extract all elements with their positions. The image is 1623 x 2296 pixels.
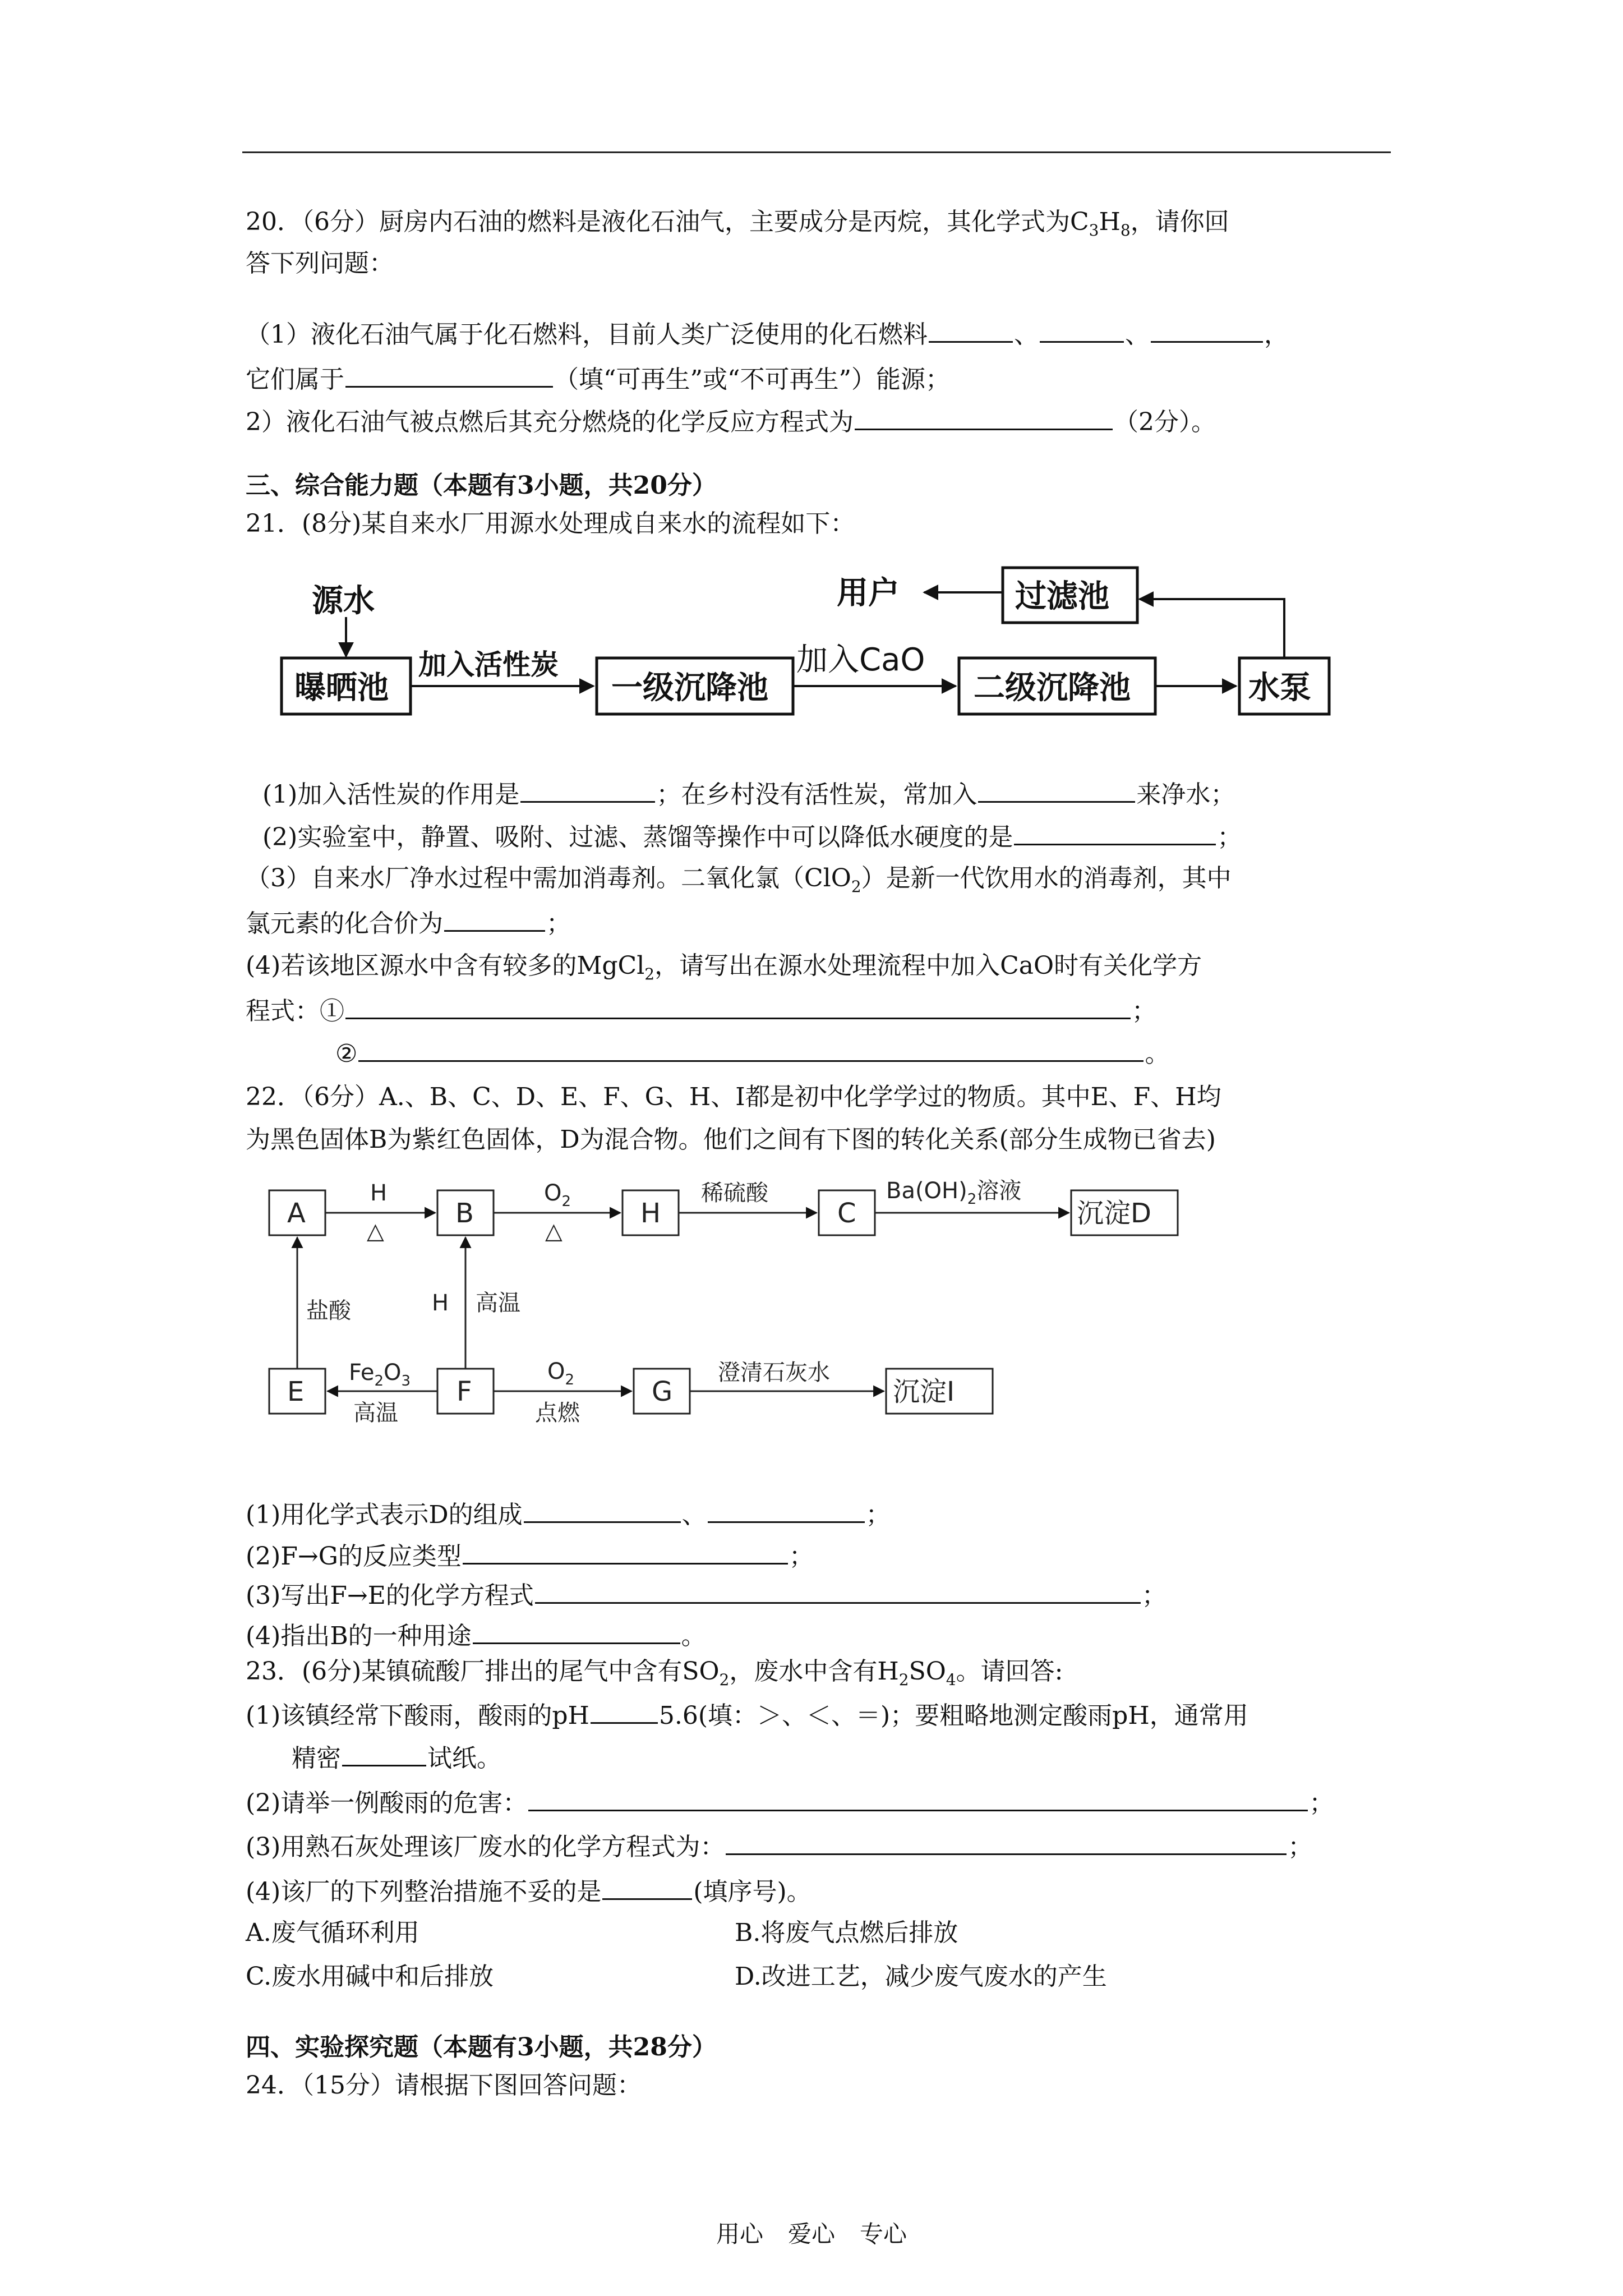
q22-intro: 22．（6分）A.、B、C、D、E、F、G、H、I都是初中化学学过的物质。其中E、F、H均	[246, 1083, 1221, 1111]
secondary-settling-label: 二级沉降池	[974, 670, 1131, 706]
fg-top-label: $O_2$	[547, 1359, 575, 1388]
answer-blank[interactable]	[528, 1785, 1308, 1811]
node-b-label: B	[455, 1198, 474, 1229]
q23-part4: (4)该厂的下列整治措施不妥的是 (填序号)。	[246, 1874, 811, 1909]
node-i-label: 沉淀I	[893, 1376, 955, 1407]
footer-word: 用心	[716, 2220, 763, 2248]
answer-blank[interactable]	[591, 1697, 658, 1724]
q23-intro: 23．(6分)某镇硫酸厂排出的尾气中含有$SO_2$，废水中含有$H_2SO_4$。请回答:	[246, 1657, 1063, 1689]
fb-right-label: 高温	[476, 1290, 520, 1316]
fe-top-label: $Fe_2O_3$	[349, 1360, 411, 1389]
answer-blank[interactable]	[444, 905, 545, 932]
footer-word: 爱心	[787, 2220, 835, 2248]
q21-part3: （3）自来水厂净水过程中需加消毒剂。二氧化氯（ClO$_2$）是新一代饮用水的消毒剂，其中	[246, 864, 1232, 896]
primary-settling-label: 一级沉降池	[611, 670, 768, 706]
answer-blank[interactable]	[708, 1497, 865, 1523]
answer-blank[interactable]	[978, 776, 1135, 803]
node-h-label: H	[640, 1198, 661, 1229]
q23-option-b: B.将废气点燃后排放	[735, 1918, 958, 1947]
q21-part1: (1)加入活性炭的作用是 ；在乡村没有活性炭，常加入 来净水；	[262, 776, 1235, 812]
section-4-heading: 四、实验探究题（本题有3小题，共28分）	[246, 2033, 717, 2062]
q20-part1-cont: 它们属于 （填“可再生”或“不可再生”）能源；	[246, 361, 950, 397]
q20-part2: 2）液化石油气被点燃后其充分燃烧的化学反应方程式为 （2分）。	[246, 404, 1216, 439]
exposure-pool-label: 曝晒池	[294, 670, 389, 706]
answer-blank[interactable]	[855, 404, 1113, 430]
bh-bottom-label: △	[545, 1218, 562, 1244]
ab-top-label: H	[370, 1180, 388, 1206]
gi-top-label: 澄清石灰水	[718, 1360, 830, 1386]
node-e-label: E	[287, 1376, 305, 1407]
q21-part4: (4)若该地区源水中含有较多的MgCl$_2$，请写出在源水处理流程中加入CaO时有关化学方	[246, 951, 1202, 983]
q23-part3: (3)用熟石灰处理该厂废水的化学方程式为： ；	[246, 1829, 1312, 1864]
answer-blank[interactable]	[463, 1538, 788, 1565]
ab-bottom-label: △	[367, 1218, 384, 1244]
bh-top-label: $O_2$	[544, 1180, 571, 1210]
answer-blank[interactable]	[345, 361, 553, 388]
answer-blank[interactable]	[535, 1577, 1141, 1604]
q23-options-ab: A.废气循环利用	[246, 1918, 419, 1947]
footer-word: 专心	[860, 2220, 907, 2248]
answer-blank[interactable]	[602, 1874, 692, 1900]
activated-carbon-label: 加入活性炭	[418, 648, 559, 681]
q21-part2: (2)实验室中，静置、吸附、过滤、蒸馏等操作中可以降低水硬度的是 ；	[262, 819, 1242, 854]
user-label: 用户	[837, 575, 900, 611]
q21-intro: 21．(8分)某自来水厂用源水处理成自来水的流程如下：	[246, 509, 855, 538]
answer-blank[interactable]	[1014, 819, 1216, 845]
hc-top-label: 稀硫酸	[701, 1180, 768, 1206]
q22-part4: (4)指出B的一种用途 。	[246, 1618, 706, 1653]
node-a-label: A	[287, 1198, 306, 1229]
node-c-label: C	[837, 1198, 856, 1229]
cao-label: 加入CaO	[796, 642, 925, 678]
answer-blank[interactable]	[358, 1036, 1144, 1062]
page-footer	[0, 2216, 1623, 2249]
node-g-label: G	[652, 1376, 673, 1407]
answer-blank[interactable]	[524, 1497, 681, 1523]
header-rule	[242, 151, 1391, 153]
section-3-heading: 三、综合能力题（本题有3小题，共20分）	[246, 471, 717, 500]
q20-part1: （1）液化石油气属于化石燃料，目前人类广泛使用的化石燃料 、 、 ，	[246, 316, 1289, 352]
q23-part1-cont: 精密 试纸。	[292, 1740, 501, 1775]
ea-label: 盐酸	[306, 1298, 351, 1324]
q21-part4-eq2: ② 。	[335, 1036, 1169, 1071]
q23-part1: (1)该镇经常下酸雨，酸雨的pH 5.6(填：＞、＜、＝)；要粗略地测定酸雨pH，通常用	[246, 1697, 1248, 1733]
q23-part2: (2)请举一例酸雨的危害： ；	[246, 1785, 1334, 1820]
answer-blank[interactable]	[726, 1829, 1287, 1855]
q22-intro-cont: 为黑色固体B为紫红色固体，D为混合物。他们之间有下图的转化关系(部分生成物已省去)	[246, 1125, 1216, 1154]
q23-option-c: C.废水用碱中和后排放	[246, 1962, 494, 1991]
answer-blank[interactable]	[345, 993, 1131, 1019]
q24-intro: 24．（15分）请根据下图回答问题：	[246, 2071, 642, 2100]
q22-part3: (3)写出F→E的化学方程式 ；	[246, 1577, 1166, 1613]
answer-blank[interactable]	[520, 776, 655, 803]
fg-bottom-label: 点燃	[535, 1400, 580, 1426]
answer-blank[interactable]	[473, 1618, 680, 1644]
fe-bottom-label: 高温	[353, 1400, 398, 1426]
q20-intro-cont: 答下列问题：	[246, 249, 394, 278]
answer-blank[interactable]	[929, 316, 1013, 343]
node-f-label: F	[457, 1376, 472, 1407]
q21-part4-eq1: 程式：① ；	[246, 993, 1156, 1028]
pump-label: 水泵	[1248, 670, 1311, 706]
cd-top-label: $Ba(OH)_2$溶液	[886, 1178, 1022, 1208]
fb-left-label: H	[432, 1290, 449, 1316]
q22-part2: (2)F→G的反应类型 ；	[246, 1538, 814, 1573]
q23-option-d: D.改进工艺，减少废气废水的产生	[735, 1962, 1107, 1991]
answer-blank[interactable]	[1040, 316, 1124, 343]
q21-part3-cont: 氯元素的化合价为 ；	[246, 905, 571, 941]
water-treatment-flowchart	[264, 555, 1340, 735]
q22-part1: (1)用化学式表示D的组成 、 ；	[246, 1497, 891, 1532]
answer-blank[interactable]	[342, 1740, 426, 1766]
node-d-label: 沉淀D	[1077, 1198, 1151, 1229]
answer-blank[interactable]	[1151, 316, 1263, 343]
q20-intro: 20．（6分）厨房内石油的燃料是液化石油气，主要成分是丙烷，其化学式为$C_3H_8$，请你回	[246, 208, 1229, 240]
conversion-diagram	[252, 1167, 1206, 1436]
filter-pool-label: 过滤池	[1015, 578, 1109, 615]
source-water-label: 源水	[312, 583, 375, 619]
